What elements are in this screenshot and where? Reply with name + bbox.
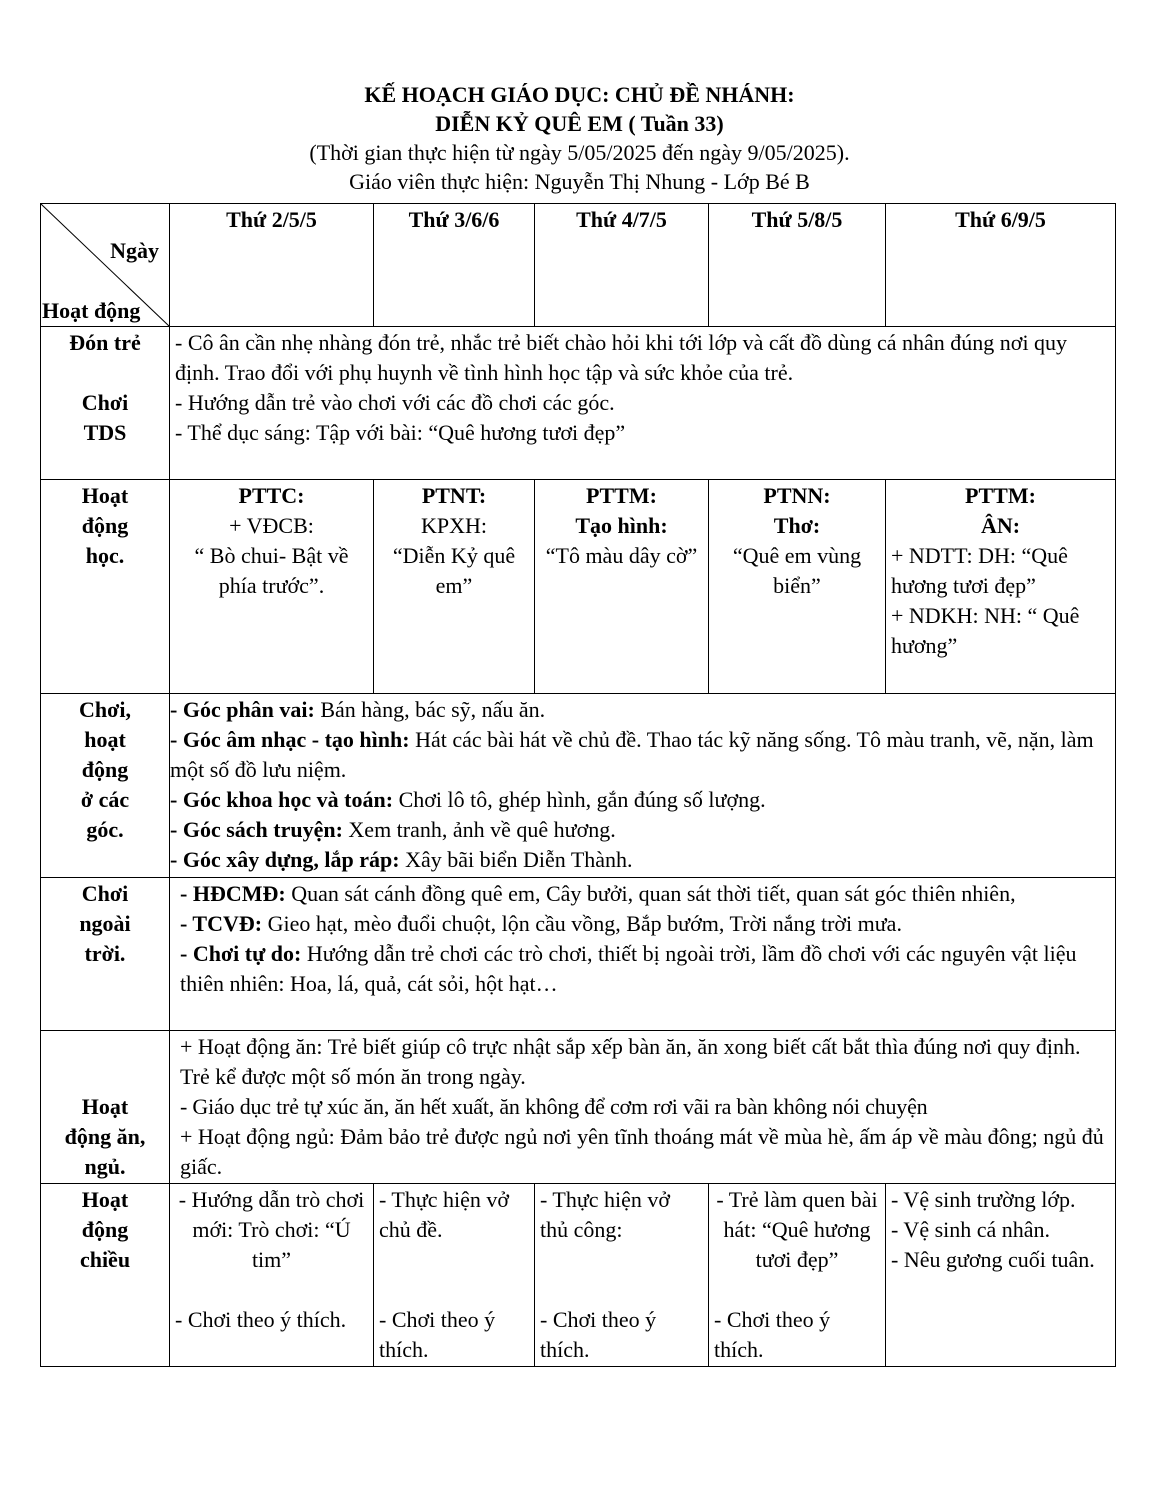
row-label-line: Chơi [81, 881, 129, 906]
subject: PTTM: [965, 483, 1036, 508]
hoc-cell-tue [374, 480, 535, 694]
outdoor-name: - TCVĐ: [180, 911, 263, 936]
text-line: + Hoạt động ăn: Trẻ biết giúp cô trực nhật sắp xếp bàn ăn, ăn xong biết cất bắt thìa đúng nơi quy định. Trẻ kể được một số món ăn trong ngày. [180, 1034, 1081, 1089]
outdoor-text: Hướng dẫn trẻ chơi các trò chơi, thiết bị ngoài trời, lầm đồ chơi với các nguyên vật liệu thiên nhiên: Hoa, lá, quả, cát sỏi, hột hạt… [180, 941, 1077, 996]
sub-subject: Tạo hình: [575, 513, 668, 538]
corner-name: - Góc xây dựng, lắp ráp: [170, 847, 400, 872]
row-label-hoc [41, 480, 170, 694]
text-line: - Thể dục sáng: Tập với bài: “Quê hương tươi đẹp” [175, 420, 626, 445]
row-label-line: góc. [86, 817, 124, 842]
afternoon-item: - Nêu gương cuối tuân. [891, 1247, 1095, 1272]
row-label-line: hoạt [84, 727, 126, 752]
outdoor-name: - HĐCMĐ: [180, 881, 286, 906]
afternoon-end: - Chơi theo ý thích. [714, 1307, 831, 1362]
text-line: + Hoạt động ngủ: Đảm bảo trẻ được ngủ nơi yên tĩnh thoáng mát về mùa hè, ấm áp về màu đông; ngủ đủ giấc. [180, 1124, 1104, 1179]
header-row [41, 204, 1116, 327]
lesson: “ Bò chui- Bật về phía trước”. [194, 543, 349, 598]
text-line: - Hướng dẫn trẻ vào chơi với các đồ chơi các góc. [175, 390, 615, 415]
corner-text: Chơi lô tô, ghép hình, gắn đúng số lượng. [393, 787, 766, 812]
lesson: “Tô màu dây cờ” [545, 543, 698, 568]
chieu-cell-fri [886, 1184, 1116, 1367]
teacher-line: Giáo viên thực hiện: Nguyễn Thị Nhung - Lớp Bé B [349, 169, 810, 194]
corner-name: - Góc sách truyện: [170, 817, 343, 842]
subject: PTTC: [238, 483, 305, 508]
row-don-tre [41, 327, 1116, 480]
corner-item [170, 785, 1110, 815]
afternoon-main: - Hướng dẫn trò chơi mới: Trò chơi: “Ú tim” [178, 1187, 365, 1272]
lesson: + NDKH: NH: “ Quê hương” [891, 603, 1080, 658]
corner-name: - Góc phân vai: [170, 697, 315, 722]
lesson: + NDTT: DH: “Quê hương tươi đẹp” [891, 543, 1068, 598]
row-label-line: Chơi, [79, 697, 131, 722]
chieu-cell-thu [709, 1184, 886, 1367]
corner-item [170, 815, 1110, 845]
row-label-don-tre [41, 327, 170, 480]
lesson: “Quê em vùng biển” [732, 543, 862, 598]
time-line: (Thời gian thực hiện từ ngày 5/05/2025 đến ngày 9/05/2025). [309, 140, 850, 165]
outdoor-text: Quan sát cánh đồng quê em, Cây bưởi, quan sát thời tiết, quan sát góc thiên nhiên, [285, 881, 1016, 906]
hoc-cell-wed [535, 480, 709, 694]
afternoon-end: - Chơi theo ý thích. [540, 1307, 657, 1362]
sub-subject: Thơ: [773, 513, 821, 538]
row-label-ngoai-troi [41, 878, 170, 1031]
don-tre-content [170, 327, 1116, 480]
afternoon-main: - Thực hiện vở thủ công: [540, 1187, 671, 1242]
hoc-cell-thu [709, 480, 886, 694]
row-chieu [41, 1184, 1116, 1367]
sub-subject: ÂN: [980, 513, 1021, 538]
row-label-chieu [41, 1184, 170, 1367]
row-label-line: ngủ. [84, 1154, 126, 1179]
ngoai-troi-content [170, 878, 1116, 1031]
corner-text: Xem tranh, ảnh về quê hương. [342, 817, 616, 842]
row-label-line: Đón trẻ [69, 330, 141, 355]
row-goc [41, 694, 1116, 878]
row-label-line: Chơi [81, 390, 129, 415]
text-line: - Giáo dục trẻ tự xúc ăn, ăn hết xuất, ăn không để cơm rơi vãi ra bàn không nói chuyện [180, 1094, 928, 1119]
hoc-cell-fri [886, 480, 1116, 694]
chieu-cell-mon [170, 1184, 374, 1367]
an-ngu-content [170, 1031, 1116, 1184]
subject: PTTM: [586, 483, 657, 508]
corner-item [170, 695, 1110, 725]
outdoor-item [180, 939, 1110, 999]
day-header: Thứ 3/6/6 [374, 204, 535, 327]
row-label-line: ở các [80, 787, 130, 812]
outdoor-text: Gieo hạt, mèo đuổi chuột, lộn cầu vồng, Bắp bướm, Trời nắng trời mưa. [262, 911, 902, 936]
row-label-goc [41, 694, 170, 878]
text-line: - Cô ân cần nhẹ nhàng đón trẻ, nhắc trẻ biết chào hỏi khi tới lớp và cất đồ dùng cá nhân đúng nơi quy định. Trao đổi với phụ huynh về tình hình học tập và sức khỏe của trẻ. [175, 330, 1068, 385]
goc-content [170, 694, 1116, 878]
row-ngoai-troi [41, 878, 1116, 1031]
row-label-an-ngu [41, 1031, 170, 1184]
document-header [0, 80, 1159, 196]
row-label-line: chiều [79, 1247, 131, 1272]
chieu-cell-tue [374, 1184, 535, 1367]
afternoon-end: - Chơi theo ý thích. [379, 1307, 496, 1362]
day-header: Thứ 4/7/5 [535, 204, 709, 327]
row-label-line: Hoạt [81, 1094, 129, 1119]
weekly-plan-table [40, 203, 1116, 1367]
title-line-1: KẾ HOẠCH GIÁO DỤC: CHỦ ĐỀ NHÁNH: [364, 82, 795, 107]
corner-cell [41, 204, 170, 327]
row-label-line: Hoạt [81, 1187, 129, 1212]
day-header: Thứ 2/5/5 [170, 204, 374, 327]
corner-activity-label: Hoạt động [42, 298, 141, 323]
outdoor-name: - Chơi tự do: [180, 941, 302, 966]
corner-name: - Góc âm nhạc - tạo hình: [170, 727, 410, 752]
afternoon-end: - Chơi theo ý thích. [175, 1307, 347, 1332]
corner-name: - Góc khoa học và toán: [170, 787, 394, 812]
row-label-line: học. [85, 543, 125, 568]
afternoon-main: - Trẻ làm quen bài hát: “Quê hương tươi đẹp” [716, 1187, 878, 1272]
row-hoc [41, 480, 1116, 694]
afternoon-main: - Thực hiện vở chủ đề. [379, 1187, 510, 1242]
sub-subject: + VĐCB: [229, 513, 314, 538]
row-label-line: động [81, 757, 129, 782]
chieu-cell-wed [535, 1184, 709, 1367]
row-label-line: Hoạt [81, 483, 129, 508]
title-line-2: DIỄN KỶ QUÊ EM ( Tuần 33) [435, 111, 724, 136]
corner-text: Hát các bài hát về chủ đề. Thao tác kỹ năng sống. Tô màu tranh, vẽ, nặn, làm một số đồ lưu niệm. [170, 727, 1094, 782]
row-label-line: động ăn, [64, 1124, 146, 1149]
corner-item [170, 725, 1110, 785]
hoc-cell-mon [170, 480, 374, 694]
lesson: “Diễn Kỷ quê em” [392, 543, 516, 598]
afternoon-item: - Vệ sinh cá nhân. [891, 1217, 1051, 1242]
day-header: Thứ 5/8/5 [709, 204, 886, 327]
corner-item [170, 845, 1110, 875]
sub-subject: KPXH: [420, 513, 487, 538]
outdoor-item [180, 879, 1110, 909]
corner-text: Xây bãi biển Diễn Thành. [399, 847, 633, 872]
spacer [46, 358, 164, 388]
afternoon-item: - Vệ sinh trường lớp. [891, 1187, 1076, 1212]
subject: PTNT: [421, 483, 487, 508]
row-label-line: ngoài [79, 911, 131, 936]
corner-day-label: Ngày [110, 238, 159, 263]
outdoor-item [180, 909, 1110, 939]
subject: PTNN: [763, 483, 831, 508]
day-header: Thứ 6/9/5 [886, 204, 1116, 327]
row-label-line: TDS [83, 420, 127, 445]
row-label-line: động [81, 1217, 129, 1242]
row-label-line: trời. [84, 941, 126, 966]
row-label-line: động [81, 513, 129, 538]
row-an-ngu [41, 1031, 1116, 1184]
corner-text: Bán hàng, bác sỹ, nấu ăn. [314, 697, 546, 722]
